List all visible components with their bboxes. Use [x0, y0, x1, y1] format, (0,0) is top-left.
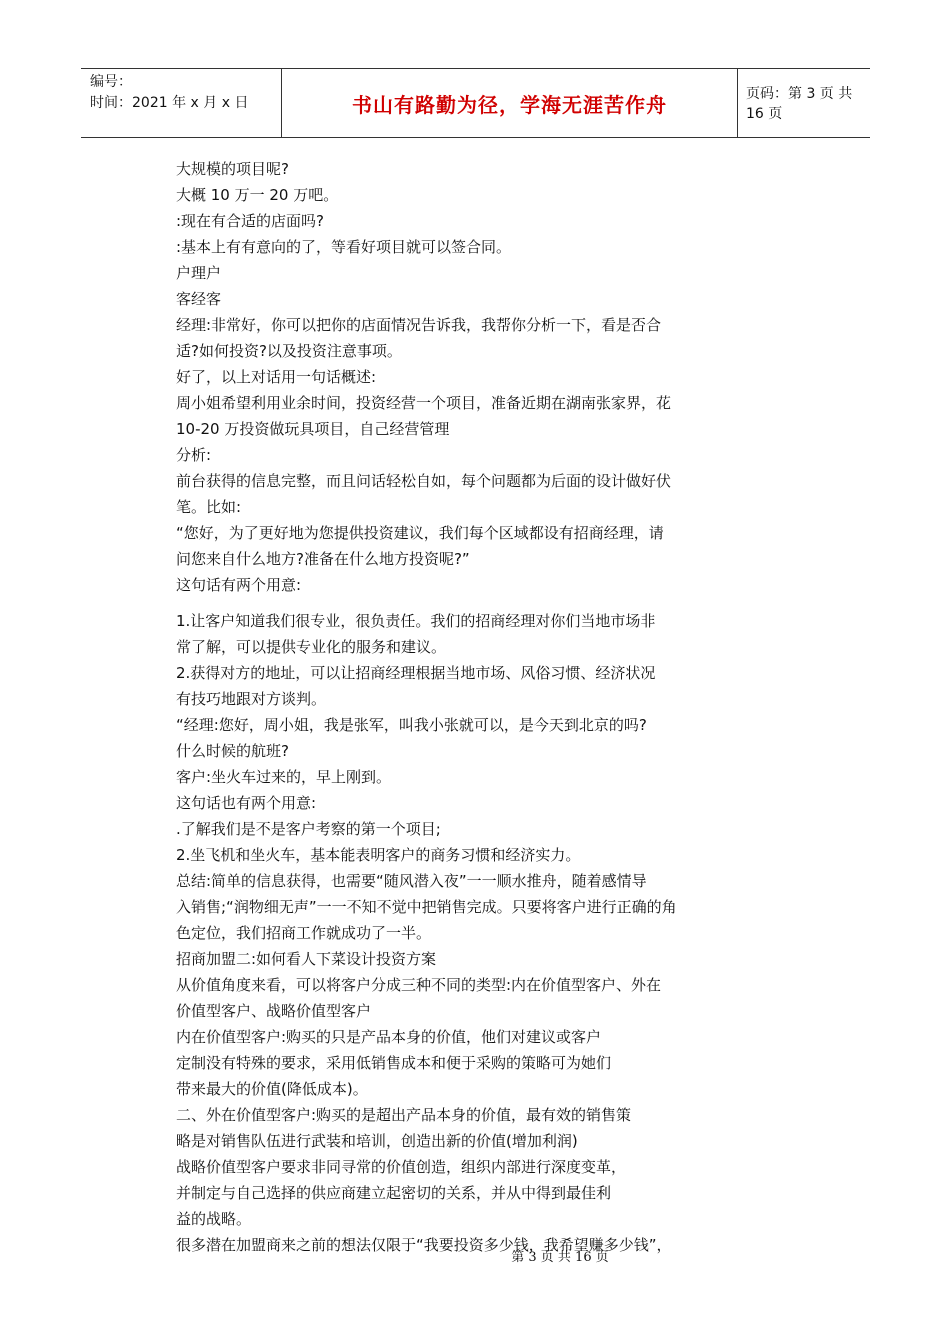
- text-line: 价值型客户、战略价值型客户: [176, 1002, 372, 1020]
- text-line: 带来最大的价值(降低成本)。: [176, 1080, 368, 1098]
- text-line: 色定位，我们招商工作就成功了一半。: [176, 924, 432, 942]
- text-line: 分析:: [176, 446, 212, 464]
- text-line: 很多潜在加盟商来之前的想法仅限于“我要投资多少钱，我希望赚多少钱”，: [176, 1236, 672, 1254]
- text-line: 客户:坐火车过来的，早上刚到。: [176, 768, 392, 786]
- motto: 书山有路勤为径，学海无涯苦作舟: [352, 92, 667, 117]
- text-line: 好了，以上对话用一句话概述:: [176, 368, 377, 386]
- text-line: 这句话也有两个用意:: [176, 794, 317, 812]
- text-line: 总结:简单的信息获得，也需要“随风潜入夜”一一顺水推舟，随着感情导: [176, 872, 647, 890]
- page-info: 页码：第 3 页 共 16 页: [746, 86, 853, 122]
- text-line: 从价值角度来看，可以将客户分成三种不同的类型:内在价值型客户、外在: [176, 976, 662, 994]
- text-line: 招商加盟二:如何看人下菜设计投资方案: [176, 950, 437, 968]
- text-line: 客经客: [176, 290, 222, 308]
- text-line: 这句话有两个用意:: [176, 576, 302, 594]
- number-label: 编号：: [90, 74, 132, 90]
- text-line: .了解我们是不是客户考察的第一个项目;: [176, 820, 441, 838]
- text-line: 并制定与自己选择的供应商建立起密切的关系，并从中得到最佳利: [176, 1184, 612, 1202]
- header-page-info: [736, 69, 870, 137]
- text-line: 问您来自什么地方?准备在什么地方投资呢?”: [176, 550, 470, 568]
- header-motto-cell: [281, 69, 738, 137]
- text-line: 经理:非常好，你可以把你的店面情况告诉我，我帮你分析一下，看是否合: [176, 316, 662, 334]
- text-line: “经理:您好，周小姐，我是张军，叫我小张就可以，是今天到北京的吗?: [176, 716, 647, 734]
- text-line: 笔。比如:: [176, 498, 242, 516]
- text-line: 入销售;“润物细无声”一一不知不觉中把销售完成。只要将客户进行正确的角: [176, 898, 677, 916]
- text-line: 10-20 万投资做玩具项目，自己经营管理: [176, 420, 450, 438]
- text-line: :现在有合适的店面吗?: [176, 212, 325, 230]
- text-line: 二、外在价值型客户:购买的是超出产品本身的价值，最有效的销售策: [176, 1106, 632, 1124]
- text-line: “您好，为了更好地为您提供投资建议，我们每个区域都设有招商经理，请: [176, 524, 664, 542]
- text-line: 什么时候的航班?: [176, 742, 289, 760]
- text-line: 户理户: [176, 264, 222, 282]
- text-line: 1.让客户知道我们很专业，很负责任。我们的招商经理对你们当地市场非: [176, 612, 656, 630]
- text-line: 2.获得对方的地址，可以让招商经理根据当地市场、风俗习惯、经济状况: [176, 664, 656, 682]
- text-line: 周小姐希望利用业余时间，投资经营一个项目，准备近期在湖南张家界，花: [176, 394, 672, 412]
- date-line: 时间：2021 年 x 月 x 日: [90, 95, 249, 111]
- text-line: 内在价值型客户:购买的只是产品本身的价值，他们对建议或客户: [176, 1028, 602, 1046]
- text-line: 2.坐飞机和坐火车，基本能表明客户的商务习惯和经济实力。: [176, 846, 581, 864]
- text-line: 略是对销售队伍进行武装和培训，创造出新的价值(增加利润): [176, 1132, 578, 1150]
- text-line: 有技巧地跟对方谈判。: [176, 690, 327, 708]
- text-line: 益的战略。: [176, 1210, 252, 1228]
- page-header: [81, 68, 870, 138]
- text-line: 大规模的项目呢?: [176, 160, 289, 178]
- text-line: 前台获得的信息完整，而且问话轻松自如，每个问题都为后面的设计做好伏: [176, 472, 672, 490]
- text-line: 定制没有特殊的要求，采用低销售成本和便于采购的策略可为她们: [176, 1054, 612, 1072]
- text-line: 战略价值型客户要求非同寻常的价值创造，组织内部进行深度变革，: [176, 1158, 627, 1176]
- text-line: 大概 10 万一 20 万吧。: [176, 186, 339, 204]
- text-line: 适?如何投资?以及投资注意事项。: [176, 342, 402, 360]
- page-footer: 第 3 页 共 16 页: [511, 1250, 609, 1265]
- text-line: 常了解，可以提供专业化的服务和建议。: [176, 638, 447, 656]
- header-meta: [81, 69, 281, 137]
- text-line: :基本上有有意向的了，等看好项目就可以签合同。: [176, 238, 512, 256]
